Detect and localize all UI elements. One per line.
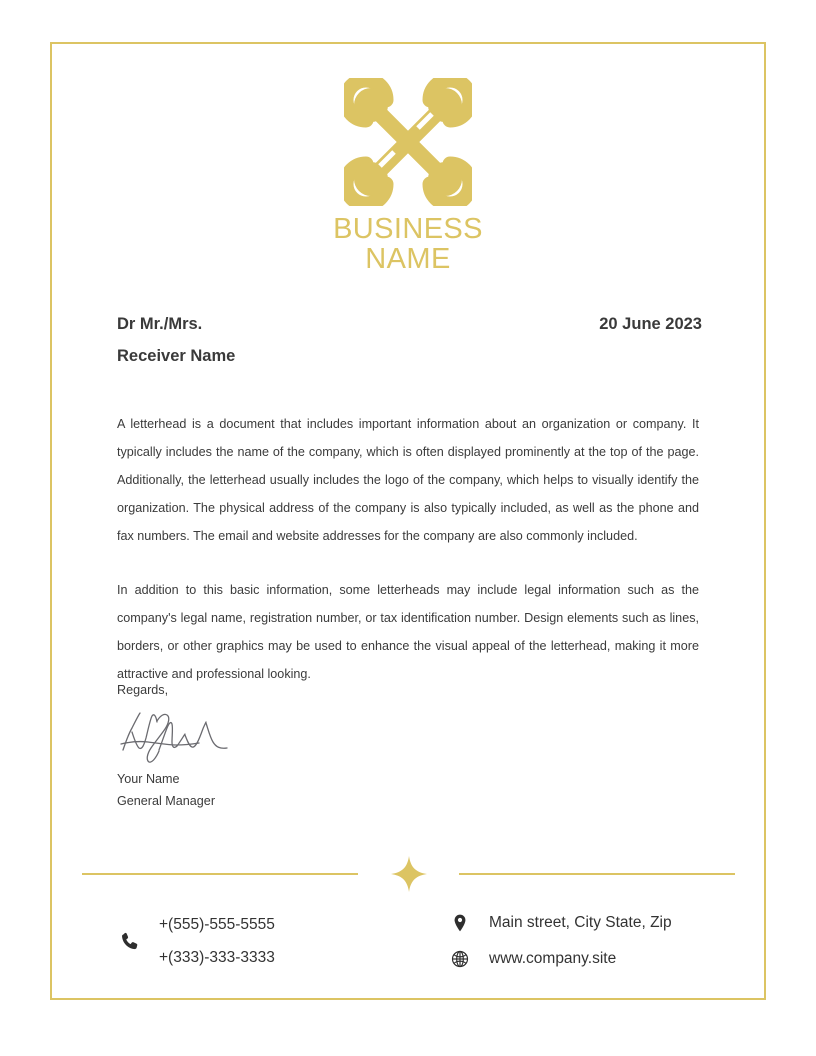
signature-closing: Regards,: [117, 683, 169, 697]
salutation-title: Dr Mr./Mrs.: [117, 315, 203, 333]
letter-meta: [117, 308, 702, 372]
brand-name-line-1: BUSINESS: [333, 213, 483, 245]
phone-numbers: [159, 908, 275, 974]
signature-block: [117, 680, 417, 812]
four-point-star-icon: [388, 853, 430, 895]
footer-website-item: [448, 941, 766, 977]
phone-number[interactable]: +(333)-333-3333: [159, 949, 275, 966]
handwritten-signature: [115, 704, 235, 766]
address-text: Main street, City State, Zip: [489, 914, 672, 931]
brand-name: [248, 214, 568, 274]
footer-contact: [50, 905, 766, 977]
divider-line-right: [459, 873, 735, 875]
letter-paragraph: In addition to this basic information, some letterheads may include legal information such as the company's legal name, registration number, or tax identification number. Design elements such as lines, borders, or other graphics may be used to enhance the visual appeal of the letterhead, making it more attractive and professional looking.: [117, 583, 699, 681]
logo-block: [0, 78, 816, 274]
footer-address-web-group: [408, 905, 766, 977]
recipient-name: Receiver Name: [117, 347, 236, 365]
signature-title: General Manager: [117, 794, 216, 808]
footer-divider: [82, 856, 735, 892]
brand-name-line-2: NAME: [365, 243, 451, 275]
letter-meta-first-line: [117, 308, 702, 340]
phone-icon: [118, 926, 142, 956]
letter-paragraph: A letterhead is a document that includes important information about an organization or company. It typically includes the name of the company, which is often displayed prominently at the top of the page. Additionally, the letterhead usually includes the logo of the company, which helps to visually identify the organization. The physical address of the company is also typically included, as well as the phone and fax numbers. The email and website addresses for the company are also commonly included.: [117, 417, 699, 543]
letter-date: 20 June 2023: [599, 315, 702, 333]
divider-line-left: [82, 873, 358, 875]
signature-name: Your Name: [117, 772, 180, 786]
joomla-knot-logo-icon: [344, 78, 472, 206]
letter-body: [117, 410, 699, 688]
footer-phone-group: [50, 905, 408, 977]
map-pin-icon: [448, 908, 472, 938]
globe-icon: [448, 944, 472, 974]
footer-address-item: [448, 905, 766, 941]
website-text[interactable]: www.company.site: [489, 950, 617, 967]
phone-number[interactable]: +(555)-555-5555: [159, 916, 275, 933]
